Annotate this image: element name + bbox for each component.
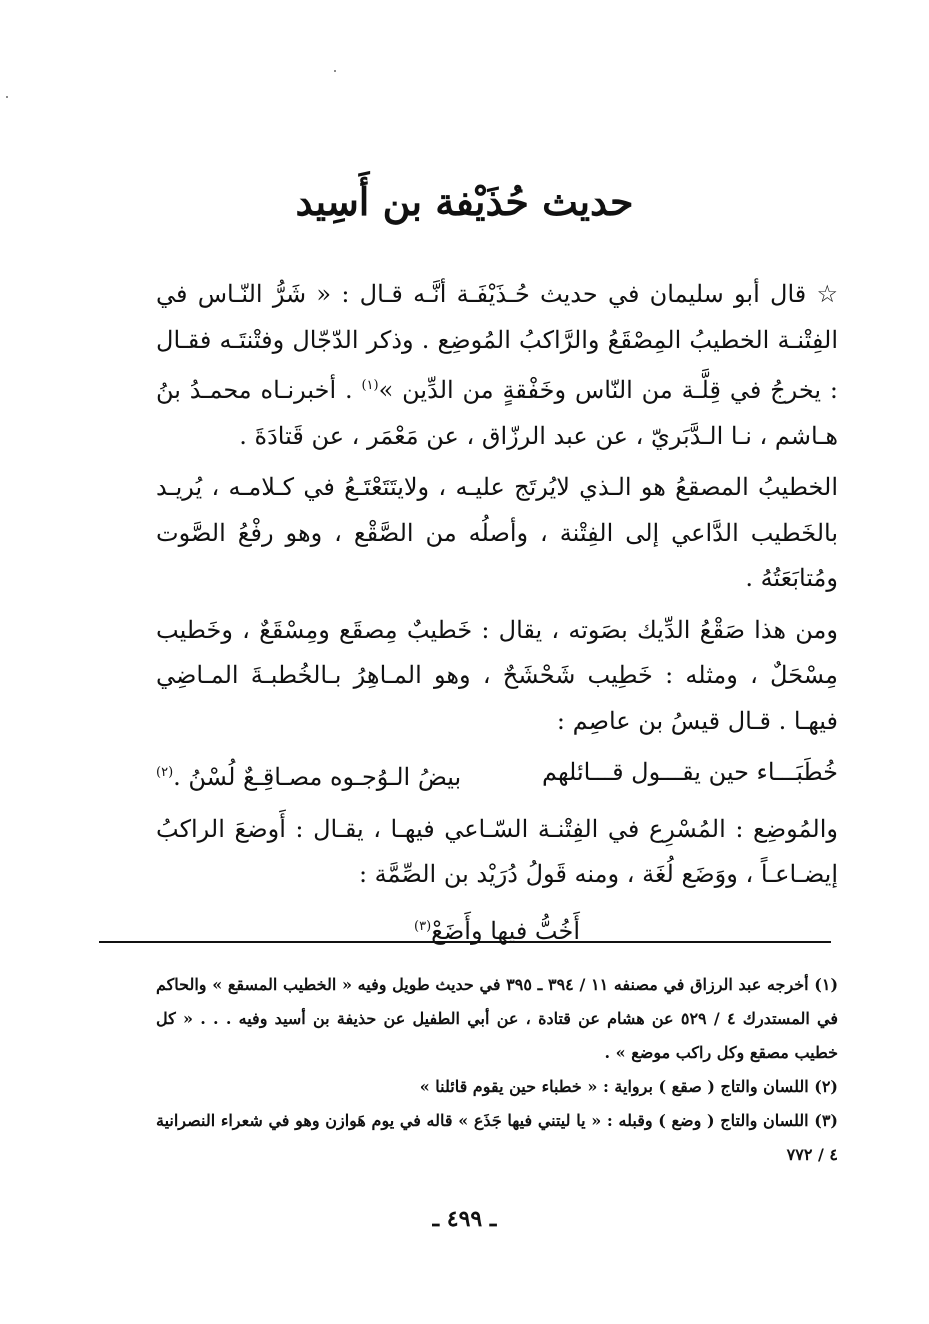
verse-first-hemistich: خُطَبَـــاء حين يقـــول قـــائلهم [542,758,838,786]
main-text [156,272,838,954]
footnote-marker-2: (٢) [156,765,174,780]
paragraph-1 [156,272,838,459]
paragraph-2: الخطيبُ المصقعُ هو الـذي لايُرتَج عليـه ، ولايتَتَعْتَـعُ في كـلامـه ، يُريـد بالخَطيب الدَّاعي إلى الفِتْنة ، وأصلُه من الصَّقْع ، وهو رفْعُ الصَّوت ومُتابَعَتُهُ . [156,473,838,592]
footnote-divider [99,941,831,943]
page-title: حديث حُذَيْفة بن أَسِيد [295,179,634,224]
verse-second-hemistich-wrap [156,750,461,801]
verse-qays [156,750,838,801]
scan-speck [334,70,336,72]
paragraph-4: والمُوضِع : المُسْرِع في الفِتْنـة السّـاعي فيهـا ، يقـال : أَوضعَ الراكبُ إيضـاعـاً ، ووَضَع لُغَة ، ومنه قَولُ دُرَيْد بن الصِّمَّة : [156,814,838,888]
verse-durayd [156,904,838,955]
paragraph-3: ومن هذا صَقْعُ الدِّيك بصَوته ، يقال : خَطيبٌ مِصقَع ومِسْقَعٌ ، وخَطيب مِسْحَلٌ ، ومثله : خَطِيب شَحْشَحٌ ، وهو المـاهِرُ بـالخُطبـةَ المـاضِي فيهـا . قـال قيسُ بن عاصِم : [156,615,838,735]
footnote-marker-3: (٣) [414,918,432,934]
footnotes [156,968,838,1172]
paragraph-1-tail: . أخبرنـاه محمـدُ بنُ هـاشم ، نـا الـدَّبَريّ ، عن عبد الرزّاق ، عن مَعْمَر ، عن قَتادَةَ . [156,376,838,450]
page-number: ـ ٤٩٩ ـ [432,1206,497,1232]
verse-second-hemistich: بيضُ الـوُجـوه مصـاقِـعٌ لُسْنُ . [173,763,462,791]
footnote-1: (١) أخرجه عبد الرزاق في مصنفه ١١ / ٣٩٤ ـ ٣٩٥ في حديث طويل وفيه « الخطيب المسقع » والحاكم في المستدرك ٤ / ٥٢٩ عن هشام عن قتادة ، عن أبي الطفيل عن حذيفة بن أسيد وفيه . . . « كل خطيب مصقع وكل راكب موضع » . [156,975,839,1062]
footnote-marker-1: (١) [361,378,379,393]
footnote-2: (٢) اللسان والتاج ( صقع ) برواية : « خطباء حين يقوم قائلنا » [419,1077,838,1096]
scan-speck [6,96,8,98]
verse-durayd-text: أَخُبُّ فيها وأَضَعْ [431,916,580,945]
paragraph-1-text: ☆ قال أبو سليمان في حديث حُـذَيْفَـة أنَّـه قـال : « شَرُّ النّـاس في الفِتْنـة الخطيبُ المِصْقَعُ والرَّاكبُ المُوضِع . وذكر الدّجّال وفتْنتَـه فقـال : يخرجُ في قِلَّـة من النّاس وخَفْقةٍ من الدِّين » [156,280,839,404]
footnote-3: (٣) اللسان والتاج ( وضع ) وقبله : « يا ليتني فيها جَذَع » قاله في يوم هَوازن وهو في شعراء النصرانية ٤ / ٧٧٢ [156,1111,838,1164]
